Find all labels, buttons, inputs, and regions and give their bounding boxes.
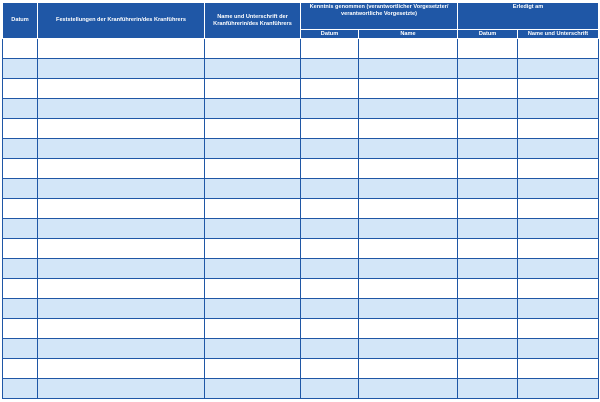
cell-kenntnis-datum[interactable] (301, 219, 359, 239)
cell-kenntnis-datum[interactable] (301, 259, 359, 279)
cell-datum[interactable] (3, 379, 38, 399)
cell-erledigt-datum[interactable] (458, 299, 518, 319)
cell-kenntnis-datum[interactable] (301, 379, 359, 399)
cell-kenntnis-datum[interactable] (301, 199, 359, 219)
cell-kenntnis-name[interactable] (359, 179, 458, 199)
cell-kenntnis-datum[interactable] (301, 119, 359, 139)
cell-feststellungen[interactable] (38, 139, 205, 159)
cell-feststellungen[interactable] (38, 79, 205, 99)
table-row (3, 299, 599, 319)
cell-feststellungen[interactable] (38, 319, 205, 339)
cell-name-unterschrift[interactable] (205, 39, 301, 59)
cell-erledigt-name-unterschrift[interactable] (518, 379, 599, 399)
cell-kenntnis-name[interactable] (359, 259, 458, 279)
cell-erledigt-name-unterschrift[interactable] (518, 159, 599, 179)
cell-feststellungen[interactable] (38, 179, 205, 199)
cell-erledigt-name-unterschrift[interactable] (518, 39, 599, 59)
table-row (3, 99, 599, 119)
cell-erledigt-name-unterschrift[interactable] (518, 279, 599, 299)
cell-name-unterschrift[interactable] (205, 199, 301, 219)
cell-name-unterschrift[interactable] (205, 139, 301, 159)
cell-datum[interactable] (3, 339, 38, 359)
cell-kenntnis-datum[interactable] (301, 159, 359, 179)
subheader-kenntnis-name: Name (359, 30, 458, 39)
cell-feststellungen[interactable] (38, 299, 205, 319)
cell-erledigt-name-unterschrift[interactable] (518, 219, 599, 239)
cell-erledigt-name-unterschrift[interactable] (518, 139, 599, 159)
cell-kenntnis-datum[interactable] (301, 239, 359, 259)
cell-feststellungen[interactable] (38, 159, 205, 179)
cell-feststellungen[interactable] (38, 339, 205, 359)
cell-kenntnis-name[interactable] (359, 59, 458, 79)
cell-kenntnis-datum[interactable] (301, 139, 359, 159)
cell-datum[interactable] (3, 199, 38, 219)
table-row (3, 59, 599, 79)
cell-erledigt-datum[interactable] (458, 119, 518, 139)
cell-erledigt-name-unterschrift[interactable] (518, 59, 599, 79)
cell-name-unterschrift[interactable] (205, 339, 301, 359)
cell-name-unterschrift[interactable] (205, 99, 301, 119)
cell-feststellungen[interactable] (38, 199, 205, 219)
cell-kenntnis-name[interactable] (359, 79, 458, 99)
cell-erledigt-datum[interactable] (458, 259, 518, 279)
cell-datum[interactable] (3, 59, 38, 79)
table-row (3, 339, 599, 359)
cell-name-unterschrift[interactable] (205, 159, 301, 179)
cell-datum[interactable] (3, 279, 38, 299)
cell-kenntnis-name[interactable] (359, 379, 458, 399)
cell-kenntnis-datum[interactable] (301, 179, 359, 199)
cell-kenntnis-name[interactable] (359, 359, 458, 379)
table-row (3, 199, 599, 219)
cell-erledigt-name-unterschrift[interactable] (518, 79, 599, 99)
cell-datum[interactable] (3, 139, 38, 159)
cell-name-unterschrift[interactable] (205, 79, 301, 99)
cell-datum[interactable] (3, 219, 38, 239)
cell-feststellungen[interactable] (38, 259, 205, 279)
cell-datum[interactable] (3, 299, 38, 319)
cell-kenntnis-name[interactable] (359, 239, 458, 259)
cell-erledigt-name-unterschrift[interactable] (518, 99, 599, 119)
cell-kenntnis-name[interactable] (359, 319, 458, 339)
cell-erledigt-datum[interactable] (458, 59, 518, 79)
cell-kenntnis-name[interactable] (359, 159, 458, 179)
cell-name-unterschrift[interactable] (205, 239, 301, 259)
cell-kenntnis-name[interactable] (359, 219, 458, 239)
cell-erledigt-datum[interactable] (458, 219, 518, 239)
table-row (3, 159, 599, 179)
table-body (3, 39, 599, 399)
cell-erledigt-name-unterschrift[interactable] (518, 239, 599, 259)
table-row (3, 259, 599, 279)
cell-datum[interactable] (3, 79, 38, 99)
cell-erledigt-name-unterschrift[interactable] (518, 339, 599, 359)
subheader-erledigt-name-unterschrift: Name und Unterschrift (518, 30, 599, 39)
cell-kenntnis-name[interactable] (359, 299, 458, 319)
table-row (3, 119, 599, 139)
cell-erledigt-datum[interactable] (458, 39, 518, 59)
cell-datum[interactable] (3, 119, 38, 139)
cell-erledigt-name-unterschrift[interactable] (518, 359, 599, 379)
cell-feststellungen[interactable] (38, 99, 205, 119)
cell-erledigt-name-unterschrift[interactable] (518, 119, 599, 139)
cell-erledigt-datum[interactable] (458, 199, 518, 219)
table-row (3, 179, 599, 199)
cell-kenntnis-datum[interactable] (301, 59, 359, 79)
cell-datum[interactable] (3, 359, 38, 379)
cell-kenntnis-name[interactable] (359, 139, 458, 159)
cell-kenntnis-name[interactable] (359, 279, 458, 299)
cell-erledigt-datum[interactable] (458, 159, 518, 179)
cell-kenntnis-datum[interactable] (301, 359, 359, 379)
cell-name-unterschrift[interactable] (205, 219, 301, 239)
table-row (3, 139, 599, 159)
subheader-erledigt-datum: Datum (458, 30, 518, 39)
cell-erledigt-name-unterschrift[interactable] (518, 319, 599, 339)
cell-kenntnis-name[interactable] (359, 339, 458, 359)
cell-name-unterschrift[interactable] (205, 359, 301, 379)
table-row (3, 379, 599, 399)
cell-erledigt-datum[interactable] (458, 179, 518, 199)
cell-feststellungen[interactable] (38, 239, 205, 259)
cell-feststellungen[interactable] (38, 119, 205, 139)
cell-erledigt-datum[interactable] (458, 139, 518, 159)
cell-datum[interactable] (3, 99, 38, 119)
table-row (3, 279, 599, 299)
cell-erledigt-datum[interactable] (458, 239, 518, 259)
cell-kenntnis-datum[interactable] (301, 319, 359, 339)
cell-erledigt-name-unterschrift[interactable] (518, 179, 599, 199)
cell-feststellungen[interactable] (38, 359, 205, 379)
cell-kenntnis-datum[interactable] (301, 99, 359, 119)
header-kenntnis-genommen: Kenntnis genommen (verantwortlicher Vorgesetzter/ verantwortliche Vorgesetzte) (301, 3, 458, 30)
cell-datum[interactable] (3, 319, 38, 339)
header-erledigt-am: Erledigt am (458, 3, 599, 30)
cell-name-unterschrift[interactable] (205, 119, 301, 139)
cell-name-unterschrift[interactable] (205, 259, 301, 279)
cell-name-unterschrift[interactable] (205, 379, 301, 399)
cell-erledigt-datum[interactable] (458, 339, 518, 359)
cell-erledigt-name-unterschrift[interactable] (518, 199, 599, 219)
cell-feststellungen[interactable] (38, 379, 205, 399)
cell-name-unterschrift[interactable] (205, 279, 301, 299)
cell-kenntnis-name[interactable] (359, 199, 458, 219)
cell-kenntnis-datum[interactable] (301, 299, 359, 319)
cell-erledigt-datum[interactable] (458, 319, 518, 339)
cell-erledigt-name-unterschrift[interactable] (518, 299, 599, 319)
subheader-kenntnis-datum: Datum (301, 30, 359, 39)
header-datum: Datum (3, 3, 38, 39)
cell-feststellungen[interactable] (38, 219, 205, 239)
cell-kenntnis-datum[interactable] (301, 279, 359, 299)
header-name-unterschrift: Name und Unterschrift der Kranführerin/des Kranführers (205, 3, 301, 39)
log-table (2, 2, 599, 399)
table-header (3, 3, 599, 39)
cell-feststellungen[interactable] (38, 59, 205, 79)
cell-datum[interactable] (3, 239, 38, 259)
header-feststellungen: Feststellungen der Kranführerin/des Kranführers (38, 3, 205, 39)
cell-kenntnis-name[interactable] (359, 99, 458, 119)
cell-kenntnis-datum[interactable] (301, 339, 359, 359)
cell-erledigt-datum[interactable] (458, 379, 518, 399)
table-row (3, 319, 599, 339)
table-row (3, 79, 599, 99)
cell-erledigt-datum[interactable] (458, 279, 518, 299)
log-form (2, 2, 598, 400)
table-row (3, 239, 599, 259)
cell-erledigt-datum[interactable] (458, 79, 518, 99)
cell-name-unterschrift[interactable] (205, 179, 301, 199)
cell-datum[interactable] (3, 159, 38, 179)
cell-name-unterschrift[interactable] (205, 299, 301, 319)
cell-kenntnis-datum[interactable] (301, 79, 359, 99)
cell-kenntnis-datum[interactable] (301, 39, 359, 59)
cell-name-unterschrift[interactable] (205, 319, 301, 339)
cell-datum[interactable] (3, 179, 38, 199)
cell-datum[interactable] (3, 39, 38, 59)
table-row (3, 39, 599, 59)
table-row (3, 359, 599, 379)
table-row (3, 219, 599, 239)
cell-feststellungen[interactable] (38, 279, 205, 299)
cell-erledigt-datum[interactable] (458, 359, 518, 379)
cell-name-unterschrift[interactable] (205, 59, 301, 79)
cell-erledigt-datum[interactable] (458, 99, 518, 119)
cell-feststellungen[interactable] (38, 39, 205, 59)
cell-kenntnis-name[interactable] (359, 39, 458, 59)
cell-erledigt-name-unterschrift[interactable] (518, 259, 599, 279)
cell-datum[interactable] (3, 259, 38, 279)
cell-kenntnis-name[interactable] (359, 119, 458, 139)
